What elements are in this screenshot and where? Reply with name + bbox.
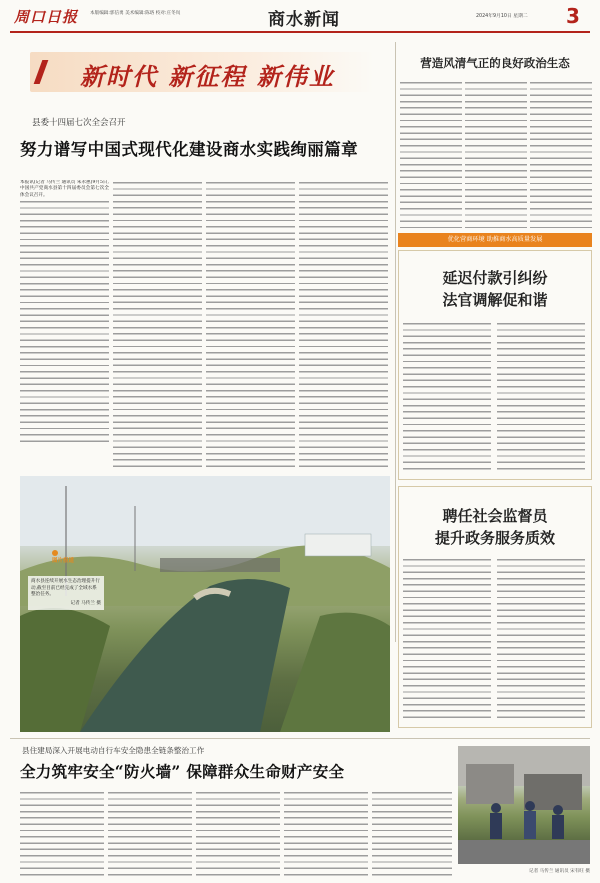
section-divider	[10, 738, 590, 739]
masthead	[0, 0, 600, 34]
bottom-headline: 全力筑牢安全“防火墙” 保障群众生命财产安全	[20, 762, 345, 781]
body-text	[20, 199, 109, 444]
theme-banner	[30, 52, 375, 92]
bottom-col2	[108, 790, 192, 878]
lead-kicker: 县委十四届七次全会召开	[32, 118, 126, 128]
lead-body-col4	[299, 180, 388, 468]
right-top-col3	[530, 80, 592, 228]
right-mid-frame	[398, 250, 592, 480]
right-banner	[398, 233, 592, 247]
right-top-headline: 营造风清气正的良好政治生态	[420, 56, 570, 70]
right-top-col2	[465, 80, 527, 228]
right-lower-frame	[398, 486, 592, 728]
right-lower-headline-line2: 提升政务服务质效	[434, 529, 555, 547]
bottom-col3	[196, 790, 280, 878]
banner-slogan: 新时代 新征程 新伟业	[80, 62, 335, 91]
news-photo	[20, 476, 390, 732]
column-divider	[395, 42, 396, 642]
right-mid-col2	[497, 321, 585, 471]
page-number: 3	[566, 4, 580, 28]
right-mid-headline-line1: 延迟付款引纠纷	[442, 269, 548, 287]
right-banner-text: 优化营商环境 助推商水高质量发展	[447, 236, 543, 243]
lead-body-col1	[20, 180, 109, 468]
photo-tag-text: 图片报道	[52, 558, 75, 564]
lead-dateline: 本报讯(记者 马传兰 通讯员 朱永惠)9月5日,中国共产党商水县第十四届委员会第七次全体会议召开。	[20, 180, 109, 198]
photo-caption: 商水县连续开展水生态治理提升行动,截至目前已经完成了全域水系整治任务。	[31, 579, 100, 597]
right-lower-col1	[403, 557, 491, 719]
masthead-rule	[10, 31, 590, 33]
banner-accent	[34, 60, 49, 84]
photo-credit: 记者 马传兰 摄	[70, 600, 101, 606]
masthead-info: 本版编辑:郭信勇 美术编辑:陈珞 校对:庄冬岚	[90, 11, 181, 16]
issue-date: 2024年9月10日 星期二	[476, 14, 528, 19]
right-lower-col2	[497, 557, 585, 719]
right-lower-headline-line1: 聘任社会监督员	[442, 507, 548, 525]
bottom-photo	[458, 746, 590, 864]
bottom-col4	[284, 790, 368, 878]
bottom-col1	[20, 790, 104, 878]
lead-body-col3	[206, 180, 295, 468]
bottom-col5	[372, 790, 452, 878]
right-mid-headline-line2: 法官调解促和谐	[442, 291, 548, 309]
right-top-col1	[400, 80, 462, 228]
photo-tag	[52, 548, 78, 564]
lead-headline: 努力谱写中国式现代化建设商水实践绚丽篇章	[20, 140, 358, 159]
bottom-photo-scene	[458, 746, 590, 864]
paper-logo: 周口日报	[14, 8, 79, 26]
bottom-kicker: 县住建局深入开展电动自行车安全隐患全链条整治工作	[22, 746, 205, 755]
right-mid-col1	[403, 321, 491, 471]
section-title: 商水新闻	[268, 10, 340, 30]
lead-body-col2	[113, 180, 202, 468]
photo-caption-box	[28, 576, 104, 610]
bottom-photo-credit: 记者 马传兰 通讯员 宋有旺 摄	[529, 869, 590, 874]
